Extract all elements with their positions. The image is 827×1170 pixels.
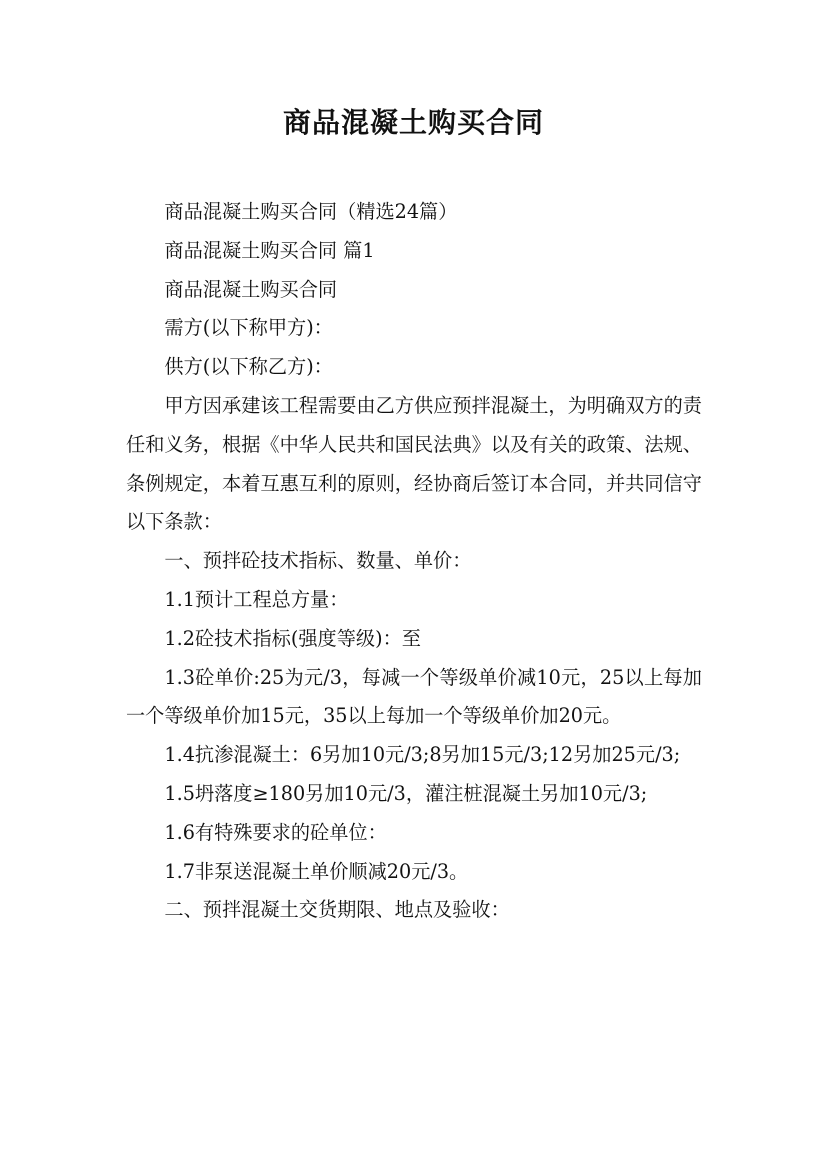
document-body bbox=[126, 193, 702, 930]
document-title: 商品混凝土购买合同 bbox=[282, 106, 544, 139]
paragraph-clause-1-2: 1.2砼技术指标(强度等级)：至 bbox=[164, 626, 421, 650]
paragraph-clause-1-5: 1.5坍落度≥180另加10元/3，灌注桩混凝土另加10元/3; bbox=[164, 781, 648, 805]
paragraph-clause-1-3: 1.3砼单价:25为元/3，每减一个等级单价减10元，25以上每加一个等级单价加15元，35以上每加一个等级单价加20元。 bbox=[126, 665, 702, 728]
paragraph-clause-1-7: 1.7非泵送混凝土单价顺减20元/3。 bbox=[164, 859, 469, 883]
paragraph-party-b: 供方(以下称乙方)： bbox=[164, 355, 333, 379]
paragraph-clause-1-1: 1.1预计工程总方量： bbox=[164, 587, 349, 611]
paragraph-party-a: 需方(以下称甲方)： bbox=[164, 316, 333, 340]
paragraph-section-heading: 商品混凝土购买合同 篇1 bbox=[164, 238, 375, 262]
paragraph-clause-2-heading: 二、预拌混凝土交货期限、地点及验收： bbox=[164, 898, 510, 922]
paragraph-clause-1-heading: 一、预拌砼技术指标、数量、单价： bbox=[164, 549, 472, 573]
paragraph-preamble: 甲方因承建该工程需要由乙方供应预拌混凝土，为明确双方的责任和义务，根据《中华人民共和国民法典》以及有关的政策、法规、条例规定，本着互惠互利的原则，经协商后签订本合同，并共同信守以下条款： bbox=[126, 393, 702, 534]
paragraph-collection-title: 商品混凝土购买合同（精选24篇） bbox=[164, 200, 458, 223]
paragraph-clause-1-6: 1.6有特殊要求的砼单位： bbox=[164, 820, 387, 844]
paragraph-clause-1-4: 1.4抗渗混凝土：6另加10元/3;8另加15元/3;12另加25元/3; bbox=[164, 743, 681, 767]
paragraph-contract-name: 商品混凝土购买合同 bbox=[164, 277, 338, 301]
